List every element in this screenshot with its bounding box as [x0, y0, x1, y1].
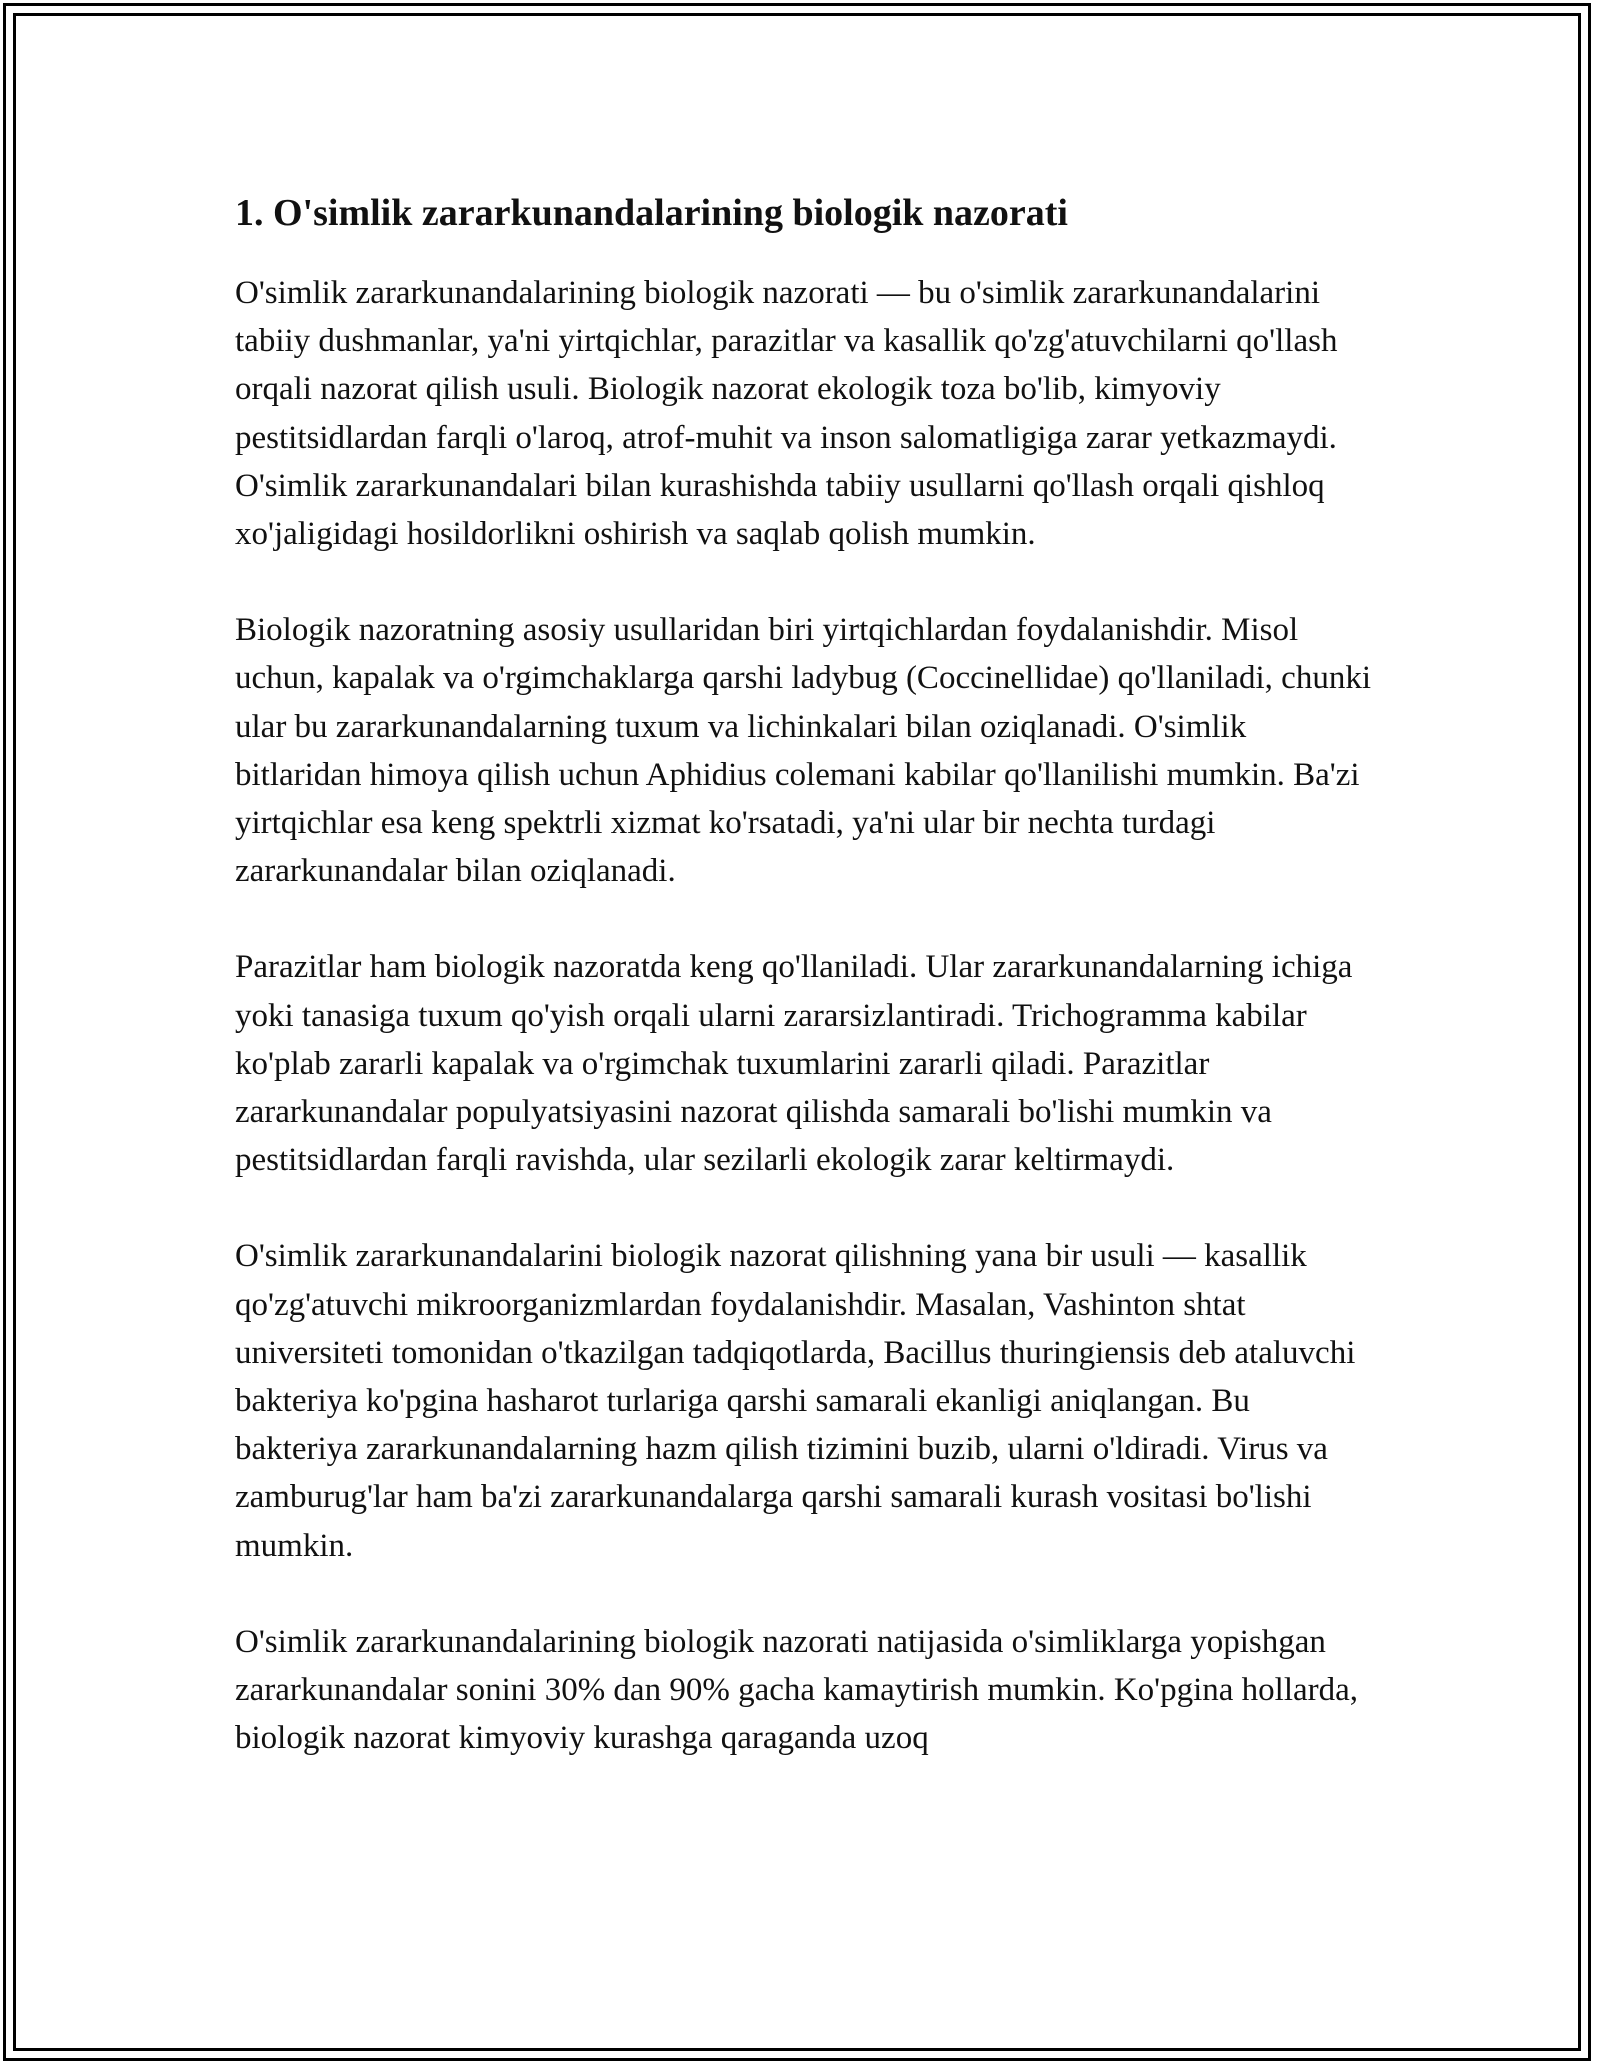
document-body	[235, 185, 1375, 1810]
paragraph-2: Biologik nazoratning asosiy usullaridan biri yirtqichlardan foydalanishdir. Misol uchun, kapalak va o'rgimchaklarga qarshi ladybug (Coccinellidae) qo'llaniladi, chunki ular bu zararkunandalarning tuxum va lichinkalari bilan oziqlanadi. O'simlik bitlaridan himoya qilish uchun Aphidius colemani kabilar qo'llanilishi mumkin. Ba'zi yirtqichlar esa keng spektrli xizmat ko'rsatadi, ya'ni ular bir nechta turdagi zararkunandalar bilan oziqlanadi.	[235, 612, 1371, 890]
paragraph-5: O'simlik zararkunandalarining biologik nazorati natijasida o'simliklarga yopishgan zararkunandalar sonini 30% dan 90% gacha kamaytirish mumkin. Ko'pgina hollarda, biologik nazorat kimyoviy kurashga qaraganda uzoq	[235, 1623, 1359, 1757]
paragraph-3: Parazitlar ham biologik nazoratda keng qo'llaniladi. Ular zararkunandalarning ichiga yoki tanasiga tuxum qo'yish orqali ularni zararsizlantiradi. Trichogramma kabilar ko'plab zararli kapalak va o'rgimchak tuxumlarini zararli qiladi. Parazitlar zararkunandalar populyatsiyasini nazorat qilishda samarali bo'lishi mumkin va pestitsidlardan farqli ravishda, ular sezilarli ekologik zarar keltirmaydi.	[235, 949, 1353, 1179]
section-title: 1. O'simlik zararkunandalarining biologik nazorati	[235, 192, 1068, 234]
paragraph-1: O'simlik zararkunandalarining biologik nazorati — bu o'simlik zararkunandalarini tabiiy dushmanlar, ya'ni yirtqichlar, parazitlar va kasallik qo'zg'atuvchilarni qo'llash orqali nazorat qilish usuli. Biologik nazorat ekologik toza bo'lib, kimyoviy pestitsidlardan farqli o'laroq, atrof-muhit va inson salomatligiga zarar yetkazmaydi. O'simlik zararkunandalari bilan kurashishda tabiiy usullarni qo'llash orqali qishloq xo'jaligidagi hosildorlikni oshirish va saqlab qolish mumkin.	[235, 275, 1338, 553]
paragraph-4: O'simlik zararkunandalarini biologik nazorat qilishning yana bir usuli — kasallik qo'zg'atuvchi mikroorganizmlardan foydalanishdir. Masalan, Vashinton shtat universiteti tomonidan o'tkazilgan tadqiqotlarda, Bacillus thuringiensis deb ataluvchi bakteriya ko'pgina hasharot turlariga qarshi samarali ekanligi aniqlangan. Bu bakteriya zararkunandalarning hazm qilish tizimini buzib, ularni o'ldiradi. Virus va zamburug'lar ham ba'zi zararkunandalarga qarshi samarali kurash vositasi bo'lishi mumkin.	[235, 1238, 1356, 1564]
